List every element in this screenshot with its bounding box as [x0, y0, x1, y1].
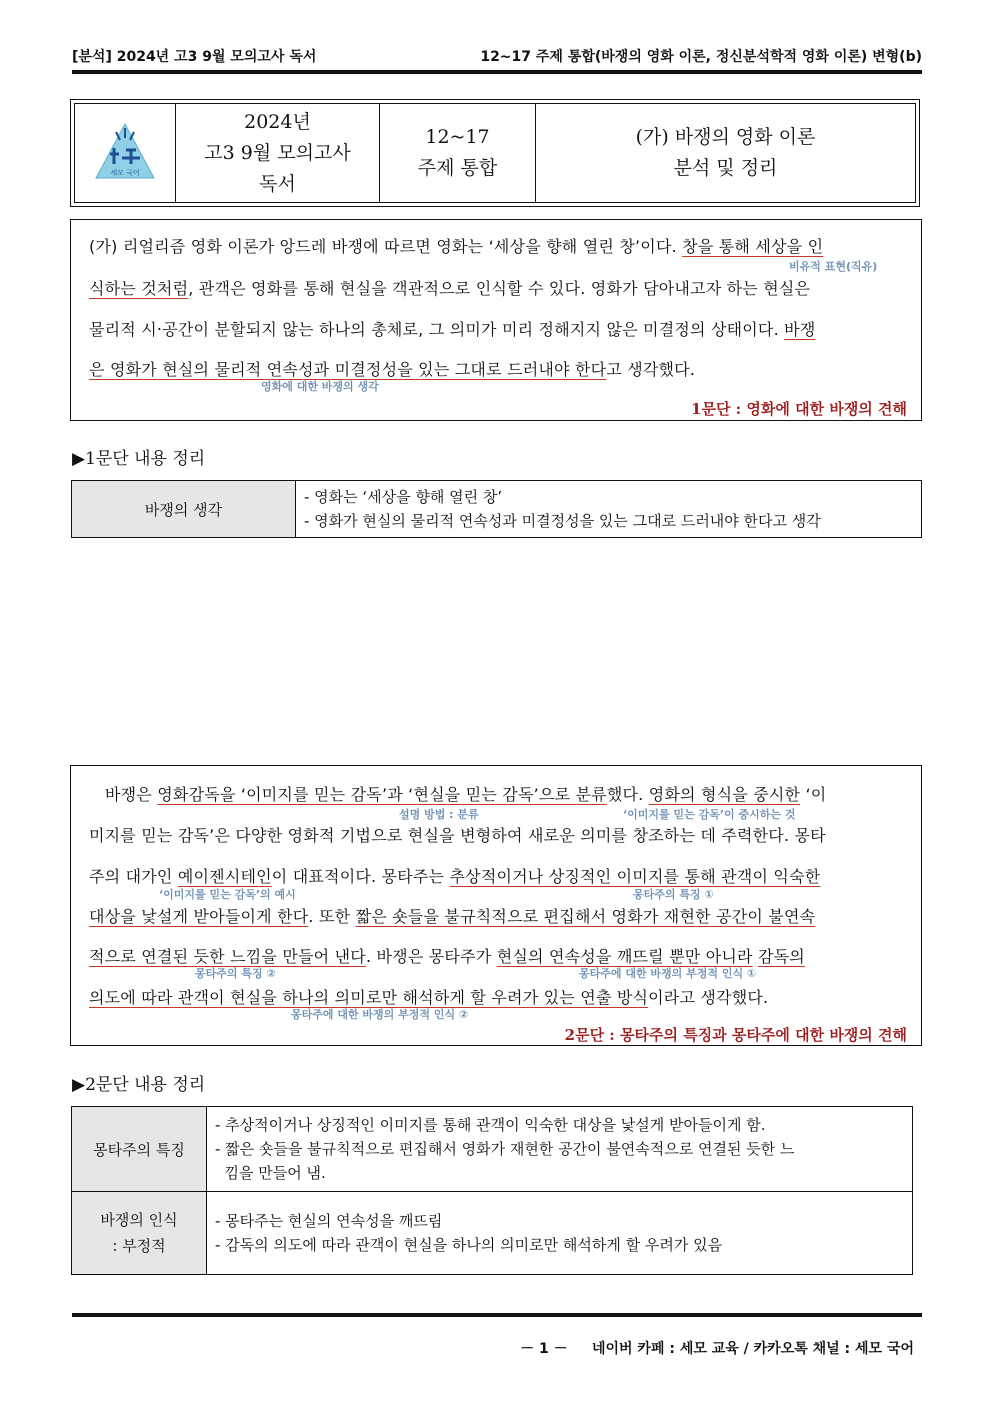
logo-icon — [92, 120, 158, 186]
footer-text: 네이버 카페 : 세모 교육 / 카카오톡 채널 : 세모 국어 — [591, 1341, 914, 1357]
table-value — [207, 1107, 913, 1192]
label-line: : 부정적 — [112, 1237, 166, 1255]
title-question-range: 12~17 — [425, 126, 490, 148]
list-item: - 영화는 ‘세상을 향해 열린 창’ — [304, 488, 503, 506]
header-left: [분석] 2024년 고3 9월 모의고사 독서 — [72, 49, 317, 65]
list-item: - 몽타주는 현실의 연속성을 깨뜨림 — [215, 1212, 443, 1230]
passage-box-1 — [70, 219, 922, 421]
annotation: 몽타주의 특징 ① — [633, 888, 714, 901]
summary-table-2 — [71, 1106, 913, 1275]
header-divider — [72, 70, 922, 74]
paragraph-summary: 1문단 : 영화에 대한 바쟁의 견해 — [691, 400, 907, 418]
annotation: 설명 방법 : 분류 — [399, 808, 479, 821]
section-title: ▶1문단 내용 정리 — [72, 449, 206, 469]
title-topic-main: (가) 바쟁의 영화 이론 — [635, 126, 816, 148]
page-footer — [520, 1338, 914, 1358]
title-type: 주제 통합 — [417, 157, 498, 179]
title-year: 2024년 — [244, 110, 311, 133]
table-value — [296, 481, 922, 538]
header-right: 12~17 주제 통합(바쟁의 영화 이론, 정신분석학적 영화 이론) 변형(b) — [480, 49, 922, 65]
passage-line: 은 영화가 현실의 물리적 연속성과 미결정성을 있는 그대로 드러내야 한다고 생각했다. — [89, 360, 696, 379]
table-label: 바쟁의 생각 — [72, 481, 296, 538]
passage-line: 적으로 연결된 듯한 느낌을 만들어 낸다. 바쟁은 몽타주가 현실의 연속성을 깨뜨릴 뿐만 아니라 감독의 — [89, 947, 805, 966]
list-item: - 감독의 의도에 따라 관객이 현실을 하나의 의미로만 해석하게 할 우려가 있음 — [215, 1236, 723, 1254]
passage-line: 대상을 낯설게 받아들이게 한다. 또한 짧은 숏들을 불규칙적으로 편집해서 영화가 재현한 공간이 불연속 — [89, 907, 816, 926]
list-item: - 영화가 현실의 물리적 연속성과 미결정성을 있는 그대로 드러내야 한다고 생각 — [304, 512, 821, 530]
paragraph-summary: 2문단 : 몽타주의 특징과 몽타주에 대한 바쟁의 견해 — [564, 1026, 907, 1044]
label-line: 바쟁의 인식 — [100, 1211, 178, 1229]
footer-divider — [72, 1313, 922, 1317]
annotation: 몽타주에 대한 바쟁의 부정적 인식 ① — [579, 967, 757, 980]
logo — [75, 104, 176, 202]
list-item: - 짧은 숏들을 불규칙적으로 편집해서 영화가 재현한 공간이 불연속적으로 연결된 듯한 느 — [215, 1140, 795, 1158]
page-header — [72, 46, 922, 66]
title-exam — [176, 104, 380, 202]
passage-line: 식하는 것처럼, 관객은 영화를 통해 현실을 객관적으로 인식할 수 있다. 영화가 담아내고자 하는 현실은 — [89, 279, 811, 298]
title-exam-name: 고3 9월 모의고사 — [204, 141, 351, 164]
annotation: 몽타주에 대한 바쟁의 부정적 인식 ② — [291, 1008, 469, 1021]
title-subject: 독서 — [259, 172, 296, 195]
title-box — [70, 99, 920, 207]
table-label: 몽타주의 특징 — [72, 1107, 207, 1192]
annotation: 몽타주의 특징 ② — [195, 967, 276, 980]
section-title: ▶2문단 내용 정리 — [72, 1075, 206, 1095]
annotation: ‘이미지를 믿는 감독’의 예시 — [159, 888, 296, 901]
passage-line: 물리적 시‧공간이 분할되지 않는 하나의 총체로, 그 의미가 미리 정해지지 않은 미결정의 상태이다. 바쟁 — [89, 320, 816, 339]
title-topic-sub: 분석 및 정리 — [673, 157, 778, 179]
passage-line: 바쟁은 영화감독을 ‘이미지를 믿는 감독’과 ‘현실을 믿는 감독’으로 분류했다. 영화의 형식을 중시한 ‘이 — [105, 785, 827, 804]
table-label — [72, 1192, 207, 1275]
page-number: － 1 － — [520, 1341, 568, 1357]
annotation: 비유적 표현(직유) — [789, 260, 878, 273]
annotation: 영화에 대한 바쟁의 생각 — [261, 380, 379, 393]
list-item: - 추상적이거나 상징적인 이미지를 통해 관객이 익숙한 대상을 낯설게 받아들이게 함. — [215, 1116, 766, 1134]
passage-line: 미지를 믿는 감독’은 다양한 영화적 기법으로 현실을 변형하여 새로운 의미를 창조하는 데 주력한다. 몽타 — [89, 826, 826, 845]
table-value — [207, 1192, 913, 1275]
logo-label: 세모 국어 — [110, 169, 140, 177]
summary-table-1 — [71, 480, 922, 538]
passage-line: (가) 리얼리즘 영화 이론가 앙드레 바쟁에 따르면 영화는 ‘세상을 향해 열린 창’이다. 창을 통해 세상을 인 — [89, 237, 824, 256]
annotation: ‘이미지를 믿는 감독’이 중시하는 것 — [623, 808, 796, 821]
passage-line: 의도에 따라 관객이 현실을 하나의 의미로만 해석하게 할 우려가 있는 연출 방식이라고 생각했다. — [89, 988, 769, 1007]
title-topic — [536, 104, 915, 202]
title-range — [380, 104, 536, 202]
passage-line: 주의 대가인 예이젠시테인이 대표적이다. 몽타주는 추상적이거나 상징적인 이미지를 통해 관객이 익숙한 — [89, 867, 821, 886]
list-item: 낌을 만들어 냄. — [215, 1164, 326, 1182]
passage-box-2 — [70, 765, 922, 1046]
